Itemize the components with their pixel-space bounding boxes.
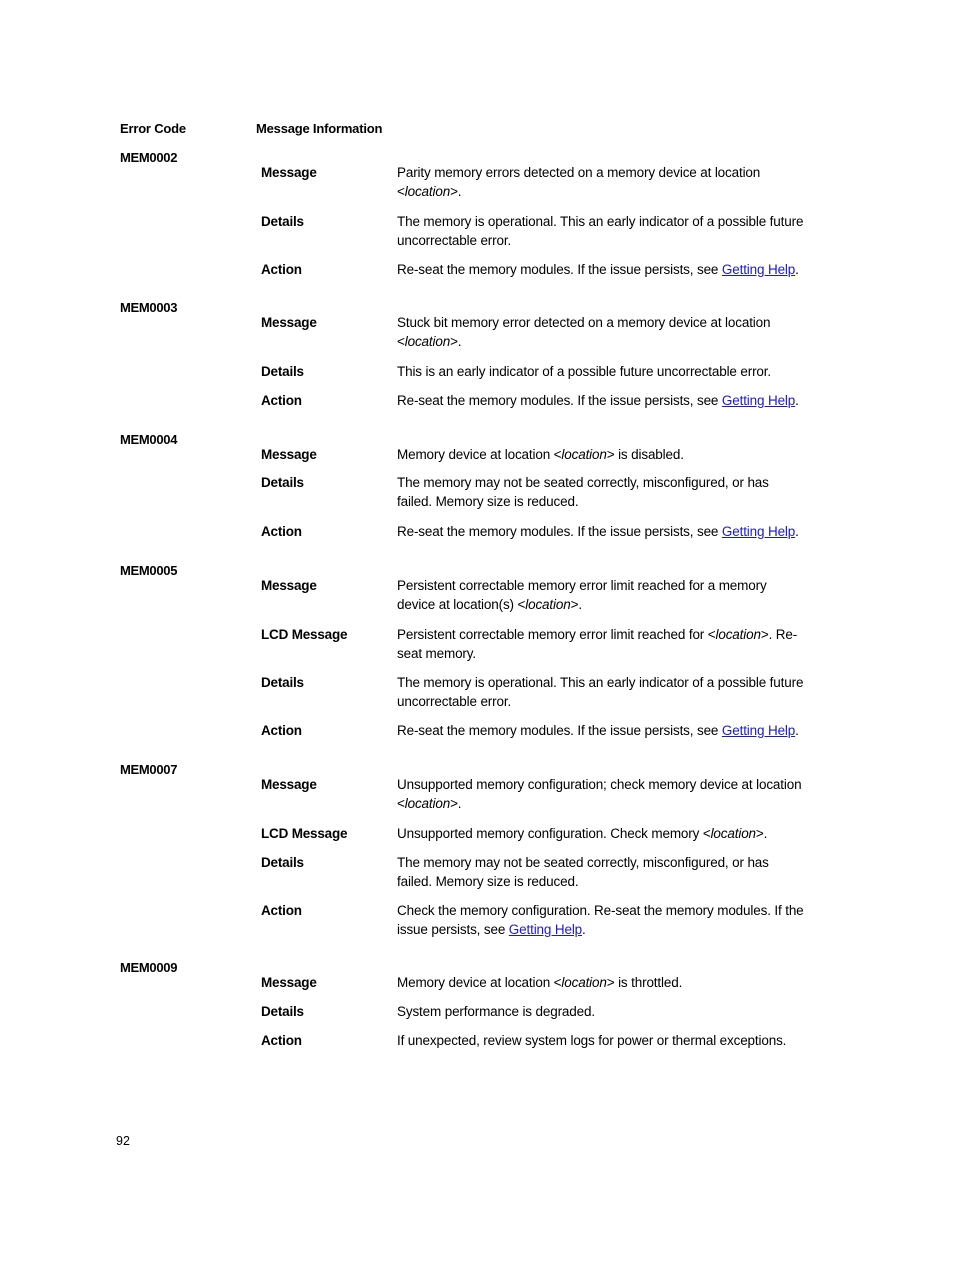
field-label: LCD Message xyxy=(261,627,348,642)
field-value xyxy=(397,163,807,202)
value-text: Re-seat the memory modules. If the issue persists, see xyxy=(397,393,722,408)
error-code: MEM0002 xyxy=(120,150,178,165)
error-code: MEM0007 xyxy=(120,762,178,777)
value-text: >. Re-seat memory. xyxy=(397,627,798,662)
value-text: Persistent correctable memory error limit reached for < xyxy=(397,627,716,642)
location-placeholder: location xyxy=(715,627,761,642)
field-label: Action xyxy=(261,262,302,277)
value-text: The memory is operational. This an early indicator of a possible future uncorrectable error. xyxy=(397,675,804,710)
location-placeholder: location xyxy=(525,597,571,613)
value-text: System performance is degraded. xyxy=(397,1004,595,1019)
field-value xyxy=(397,576,807,615)
field-value xyxy=(397,721,807,740)
error-code: MEM0009 xyxy=(120,960,178,975)
location-placeholder: location xyxy=(404,796,451,812)
field-label: LCD Message xyxy=(261,826,348,841)
field-label: Details xyxy=(261,855,304,870)
page-number: 92 xyxy=(116,1134,130,1148)
field-value xyxy=(397,824,807,843)
value-text: . xyxy=(795,262,799,277)
field-label: Message xyxy=(261,447,317,462)
value-text: Stuck bit memory error detected on a memory device at location < xyxy=(397,315,771,350)
field-label: Message xyxy=(261,975,317,990)
value-text: If unexpected, review system logs for power or thermal exceptions. xyxy=(397,1033,787,1048)
field-label: Details xyxy=(261,364,304,379)
value-text: >. xyxy=(450,184,462,200)
field-value xyxy=(397,473,807,512)
field-value xyxy=(397,362,807,381)
getting-help-link[interactable]: Getting Help xyxy=(721,723,796,738)
location-placeholder: location xyxy=(561,975,607,990)
column-header-error-code: Error Code xyxy=(120,121,186,136)
value-text: Re-seat the memory modules. If the issue persists, see xyxy=(397,524,722,539)
field-label: Message xyxy=(261,315,317,330)
getting-help-link[interactable]: Getting Help xyxy=(721,524,796,539)
field-value xyxy=(397,625,807,664)
field-value xyxy=(397,313,807,352)
value-text: >. xyxy=(450,334,462,350)
field-value xyxy=(397,1002,807,1021)
field-label: Details xyxy=(261,214,304,229)
value-text: >. xyxy=(755,826,768,841)
field-label: Action xyxy=(261,903,302,918)
field-label: Message xyxy=(261,777,317,792)
value-text: The memory is operational. This an early indicator of a possible future uncorrectable error. xyxy=(397,214,804,249)
getting-help-link[interactable]: Getting Help xyxy=(721,262,796,277)
field-label: Details xyxy=(261,675,304,690)
value-text: Check the memory configuration. Re-seat the memory modules. If the issue persists, see xyxy=(397,903,804,938)
location-placeholder: location xyxy=(404,184,451,200)
value-text: This is an early indicator of a possible future uncorrectable error. xyxy=(397,364,771,379)
value-text: Parity memory errors detected on a memory device at location < xyxy=(397,165,761,200)
value-text: . xyxy=(795,723,799,738)
field-value xyxy=(397,212,807,251)
field-value xyxy=(397,391,807,410)
value-text: > is throttled. xyxy=(606,975,683,990)
error-code: MEM0003 xyxy=(120,300,178,315)
field-value xyxy=(397,901,807,940)
value-text: . xyxy=(582,922,586,938)
column-header-message-information: Message Information xyxy=(256,121,383,136)
value-text: Memory device at location < xyxy=(397,447,562,462)
field-value xyxy=(397,673,807,712)
value-text: . xyxy=(795,524,799,539)
value-text: >. xyxy=(450,796,462,812)
field-label: Action xyxy=(261,1033,302,1048)
value-text: The memory may not be seated correctly, misconfigured, or has failed. Memory size is reduced. xyxy=(397,475,769,510)
error-code: MEM0004 xyxy=(120,432,178,447)
field-value xyxy=(397,853,807,892)
value-text: Re-seat the memory modules. If the issue persists, see xyxy=(397,723,722,738)
value-text: Unsupported memory configuration; check memory device at location < xyxy=(397,777,802,812)
location-placeholder: location xyxy=(561,447,607,462)
field-value xyxy=(397,775,807,814)
field-value xyxy=(397,1031,807,1050)
getting-help-link[interactable]: Getting Help xyxy=(508,922,583,938)
field-value xyxy=(397,445,807,464)
value-text: . xyxy=(795,393,799,408)
field-label: Message xyxy=(261,165,317,180)
field-value xyxy=(397,973,807,992)
location-placeholder: location xyxy=(404,334,451,350)
location-placeholder: location xyxy=(710,826,756,841)
value-text: >. xyxy=(570,597,582,613)
value-text: Unsupported memory configuration. Check memory < xyxy=(397,826,711,841)
value-text: Memory device at location < xyxy=(397,975,562,990)
field-label: Details xyxy=(261,1004,304,1019)
error-code: MEM0005 xyxy=(120,563,178,578)
value-text: > is disabled. xyxy=(606,447,684,462)
value-text: Persistent correctable memory error limit reached for a memory device at location(s) < xyxy=(397,578,767,613)
value-text: Re-seat the memory modules. If the issue persists, see xyxy=(397,262,722,277)
field-label: Details xyxy=(261,475,304,490)
field-label: Action xyxy=(261,524,302,539)
field-label: Message xyxy=(261,578,317,593)
field-value xyxy=(397,522,807,541)
field-label: Action xyxy=(261,723,302,738)
field-value xyxy=(397,260,807,279)
field-label: Action xyxy=(261,393,302,408)
getting-help-link[interactable]: Getting Help xyxy=(721,393,796,408)
value-text: The memory may not be seated correctly, misconfigured, or has failed. Memory size is reduced. xyxy=(397,855,769,890)
